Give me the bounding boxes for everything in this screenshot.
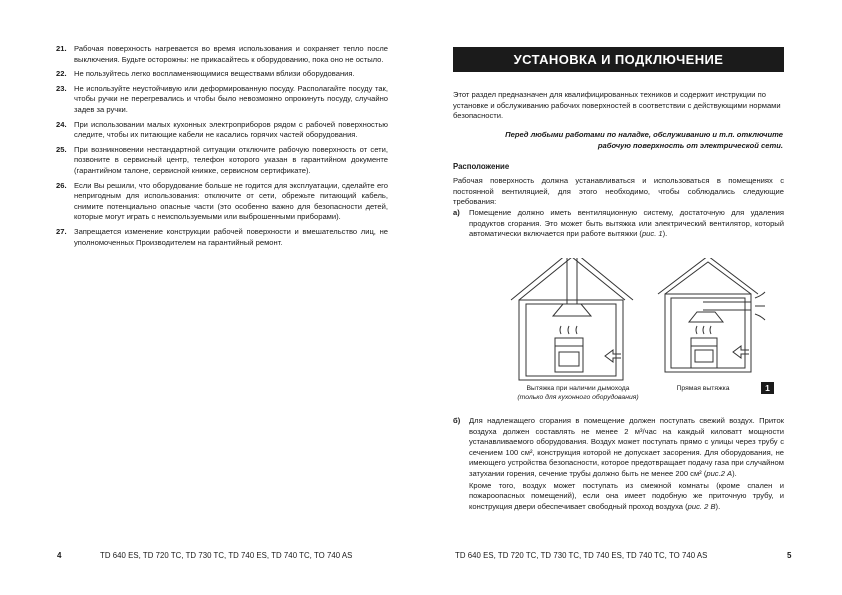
safety-rules-list	[56, 44, 388, 252]
house-1-wall-outer	[519, 300, 623, 380]
item-body: Помещение должно иметь вентиляционную систему, достаточную для удаления продуктов сгорания. Это может быть вытяжка или электрический вентилятор, который автоматически включается при работе вытяжки (	[469, 208, 784, 239]
list-item	[56, 84, 388, 116]
page-number: 4	[57, 551, 62, 560]
item-text	[469, 416, 784, 512]
figure-ref: рис. 1	[641, 229, 663, 239]
list-item	[56, 120, 388, 141]
section-intro: Рабочая поверхность должна устанавливаться и использоваться в помещениях с постоянной вентиляцией, для этого необходимо, чтобы соблюдались следующие требования:	[453, 176, 784, 207]
house-2-wall-inner	[671, 298, 745, 368]
caption-line: (только для кухонного оборудования)	[517, 394, 639, 401]
rule-number: 23.	[56, 83, 67, 93]
rule-text: При использовании малых кухонных электроприборов рядом с рабочей поверхностью следите, чтобы их питающие кабели не касались горячих частей оборудования.	[74, 119, 388, 140]
page-number: 5	[787, 551, 792, 560]
item-text	[469, 208, 784, 240]
rule-number: 27.	[56, 226, 67, 236]
hood-1	[553, 304, 591, 316]
rule-text: Не используйте неустойчивую или деформированную посуду. Располагайте посуду так, чтобы ручки не перегревались и чтобы было невозможно опрокинуть посуду, случайно задев за ручки.	[74, 83, 388, 114]
rule-number: 25.	[56, 144, 67, 154]
rule-number: 26.	[56, 180, 67, 190]
ventilation-figure	[503, 258, 793, 408]
section-heading: Расположение	[453, 162, 510, 171]
right-page	[421, 0, 842, 595]
rule-text: Рабочая поверхность нагревается во время использования и сохраняет тепло после выключения. Будьте осторожны: не прикасайтесь к оборудованию, пока оно не остыло.	[74, 44, 388, 64]
requirement-b	[453, 416, 784, 512]
item-body-extra: Кроме того, воздух может поступать из смежной комнаты (кроме спален и пожароопасных помещений), если она имеет подобную же приточную трубу, и конструкция двери обеспечивает свободный проход воздуха (	[469, 480, 784, 511]
figure-ref: рис.2 А	[706, 468, 733, 478]
rule-text: Запрещается изменение конструкции рабочей поверхности и вмешательство лиц, не уполномоченных Производителем на гарантийный ремонт.	[74, 226, 388, 247]
rule-text: Не пользуйтесь легко воспламеняющимися веществами вблизи оборудования.	[74, 69, 355, 79]
requirement-a	[453, 208, 784, 240]
item-label: а)	[453, 208, 460, 217]
item-tail: ).	[732, 468, 737, 478]
list-item	[56, 44, 388, 65]
figure-number-badge: 1	[761, 382, 774, 394]
warning-note: Перед любыми работами по наладке, обслуживанию и т.п. отключите рабочую поверхность от электрической сети.	[505, 130, 783, 150]
figure-caption-direct: Прямая вытяжка	[676, 385, 730, 392]
hood-2	[689, 312, 723, 322]
ventilation-diagram	[503, 258, 793, 383]
house-1-wall-inner	[526, 304, 616, 376]
intro-paragraph: Этот раздел предназначен для квалифицированных техников и содержит инструкции по установке и обслуживанию рабочих поверхностей в соответствии с действующими нормами безопасности.	[453, 90, 781, 121]
rule-number: 24.	[56, 119, 67, 129]
list-item	[56, 145, 388, 177]
model-list-footer: TD 640 ES, TD 720 TC, TD 730 TC, TD 740 ES, TD 740 TC, TO 740 AS	[100, 551, 353, 560]
rule-number: 22.	[56, 69, 67, 79]
house-2-wall-outer	[665, 294, 751, 372]
list-item	[56, 181, 388, 223]
house-1-roof	[511, 258, 633, 300]
exhaust-icon	[755, 292, 765, 320]
figure-caption-chimney	[503, 384, 653, 402]
item-tail: ).	[662, 229, 668, 239]
rule-number: 21.	[56, 44, 67, 53]
rule-text: При возникновении нестандартной ситуации отключите рабочую поверхность от сети, позвоните в сервисный центр, телефон которого указан в гарантийном документе (гарантийном талоне, сервисной книжке, сервисном сертификате).	[74, 144, 388, 175]
house-1-roof-inner	[519, 258, 625, 300]
air-inlet-arrow-1	[605, 350, 621, 362]
air-inlet-arrow-2	[733, 346, 749, 358]
rule-text: Если Вы решили, что оборудование больше не годится для эксплуатации, сделайте его непригодным для использования: отключите от сети, обрежьте питающий кабель, снимите потенциально опасные части (это особенно важно для безопасности детей, которые могут играть с неиспользуемыми или выброшенными приборами).	[74, 180, 388, 222]
item-body: Для надлежащего сгорания в помещение должен поступать свежий воздух. Приток воздуха должен составлять не менее 2 м³/час на каждый киловатт мощности устанавливаемого оборудования. Воздух может поступать прямо с улицы через трубу с сечением 100 см², конструкция которой не допускает засорения. Для оборудования, не имеющего устройства безопасности, которое предотвращает подачу газа при случайном затухании горения, сечение трубы должно быть не менее 200 см² (	[469, 416, 784, 478]
item-label: б)	[453, 416, 461, 425]
figure-ref: рис. 2 В	[687, 501, 716, 511]
section-banner: УСТАНОВКА И ПОДКЛЮЧЕНИЕ	[453, 47, 784, 72]
list-item	[56, 69, 388, 80]
caption-line: Вытяжка при наличии дымохода	[526, 385, 630, 392]
list-item	[56, 227, 388, 248]
model-list-footer: TD 640 ES, TD 720 TC, TD 730 TC, TD 740 ES, TD 740 TC, TO 740 AS	[455, 551, 708, 560]
item-tail: ).	[715, 501, 721, 511]
